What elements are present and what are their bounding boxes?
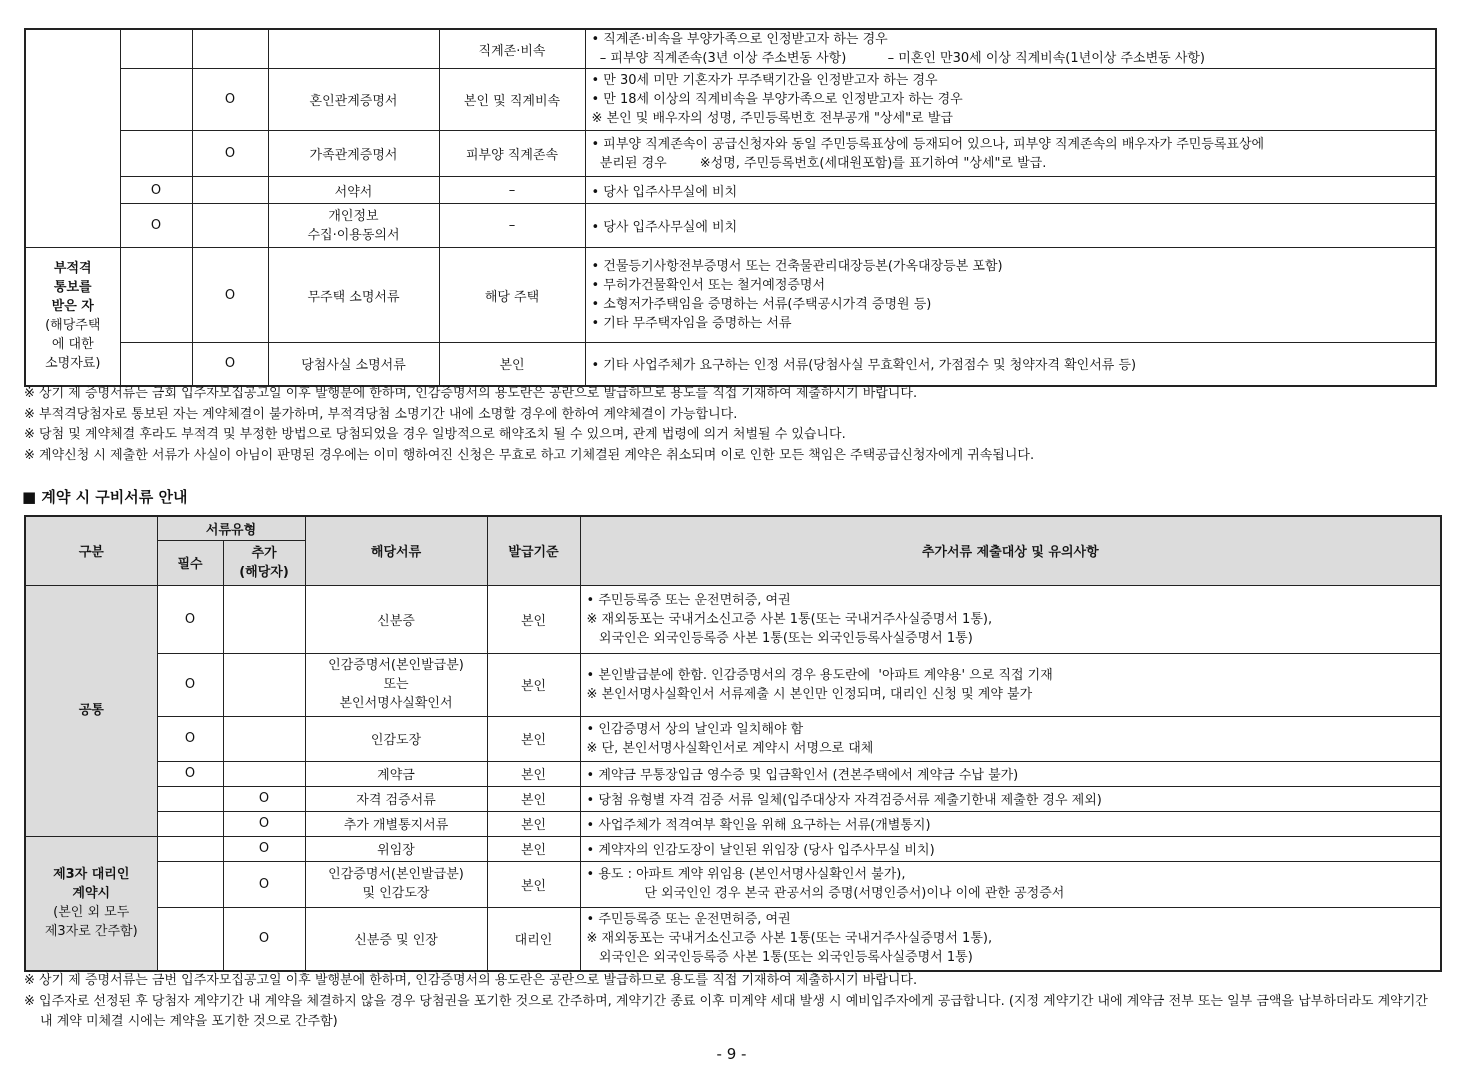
contract-documents-table: [24, 515, 1442, 972]
optional-mark: O: [192, 131, 268, 177]
note-line: ※ 재외동포는 국내거소신고증 사본 1통(또는 국내거주사실증명서 1통),: [586, 611, 993, 627]
note-line: • 기타 사업주체가 요구하는 인정 서류(당첨사실 무효확인서, 가점점수 및 청약자격 확인서류 등): [585, 343, 1436, 386]
required-mark: O: [120, 177, 192, 204]
document-name: [268, 204, 439, 248]
optional-mark: [192, 177, 268, 204]
issue-target: 직계존·비속: [439, 29, 585, 69]
notes-cell: [580, 653, 1441, 716]
group-cell-empty: [25, 29, 120, 248]
notes-cell: [580, 861, 1441, 907]
note-line: • 무허가건물확인서 또는 철거예정증명서: [591, 278, 826, 293]
group-proxy: [25, 836, 157, 971]
required-mark: [157, 836, 223, 861]
doc-line: 또는: [383, 677, 409, 692]
issue-basis: 대리인: [487, 907, 580, 971]
document-name: 추가 개별통지서류: [305, 811, 487, 836]
note-line: ※ 본인서명사실확인서 서류제출 시 본인만 인정되며, 대리인 신청 및 계약 불가: [586, 686, 1033, 702]
doc-line: 본인서명사실확인서: [339, 696, 453, 711]
note-line: • 용도 : 아파트 계약 위임용 (본인서명사실확인서 불가),: [586, 867, 906, 882]
notes-cell: [580, 585, 1441, 653]
table-row: [25, 761, 1441, 786]
group-sublabel: (해당주택: [45, 318, 101, 334]
doc-line: 인감증명서(본인발급분): [328, 867, 464, 882]
section-title: ■ 계약 시 구비서류 안내: [22, 488, 188, 506]
document-name: 당첨사실 소명서류: [268, 343, 439, 386]
issue-basis: 본인: [487, 811, 580, 836]
group-label: 받은 자: [51, 299, 94, 315]
issue-basis: 본인: [487, 836, 580, 861]
note-line: • 계약자의 인감도장이 날인된 위임장 (당사 입주사무실 비치): [580, 836, 1441, 861]
required-mark: [157, 861, 223, 907]
document-name: 자격 검증서류: [305, 786, 487, 811]
table-row: [25, 29, 1436, 69]
issue-basis: 본인: [487, 761, 580, 786]
optional-mark: O: [223, 811, 305, 836]
document-name: 가족관계증명서: [268, 131, 439, 177]
issue-basis: 본인: [487, 861, 580, 907]
note-line: 외국인은 외국인등록증 사본 1통(또는 외국인등록사실증명서 1통): [586, 630, 973, 646]
required-mark: O: [157, 761, 223, 786]
note-line: • 인감증명서 상의 날인과 일치해야 함: [586, 721, 804, 737]
optional-mark: O: [192, 343, 268, 386]
table-row: [25, 248, 1436, 343]
note-line: ※ 본인 및 배우자의 성명, 주민등록번호 전부공개 "상세"로 발급: [591, 111, 953, 126]
group-sublabel: (본인 외 모두: [53, 905, 130, 921]
document-name: 혼인관계증명서: [268, 69, 439, 131]
header-category: 구분: [25, 516, 157, 585]
note-line: 단 외국인인 경우 본국 관공서의 증명(서명인증서)이나 이에 관한 공정증서: [586, 886, 1065, 901]
required-mark: O: [157, 585, 223, 653]
group-disqualified: [25, 248, 120, 386]
optional-mark: O: [223, 836, 305, 861]
note-line: 외국인은 외국인등록증 사본 1통(또는 외국인등록사실증명서 1통): [586, 950, 973, 966]
group-label: 부적격: [53, 261, 92, 277]
group-label: 통보를: [53, 280, 92, 296]
document-name: [305, 653, 487, 716]
header-notes: 추가서류 제출대상 및 유의사항: [580, 516, 1441, 585]
optional-mark: O: [192, 69, 268, 131]
header-line: (해당자): [239, 564, 289, 580]
required-mark: [120, 343, 192, 386]
group-sublabel: 제3자로 간주함): [44, 924, 138, 940]
header-optional: [223, 540, 305, 585]
issue-target: –: [439, 204, 585, 248]
note-line: • 기타 무주택자임을 증명하는 서류: [591, 316, 792, 331]
notes-list-2: [24, 971, 1442, 1033]
required-mark: O: [157, 653, 223, 716]
document-name: [268, 29, 439, 69]
optional-mark: [223, 653, 305, 716]
optional-mark: O: [223, 861, 305, 907]
table-row: [25, 343, 1436, 386]
table-row: [25, 907, 1441, 971]
document-name: 계약금: [305, 761, 487, 786]
required-mark: O: [120, 204, 192, 248]
disqualification-documents-table: [24, 28, 1437, 387]
note-item: ※ 당첨 및 계약체결 후라도 부적격 및 부정한 방법으로 당첨되었을 경우 일방적으로 해약조치 될 수 있으며, 관계 법령에 의거 처벌될 수 있습니다.: [24, 427, 846, 442]
note-line: • 소형저가주택임을 증명하는 서류(주택공시가격 증명원 등): [591, 297, 932, 312]
required-mark: [120, 69, 192, 131]
note-line: • 사업주체가 적격여부 확인을 위해 요구하는 서류(개별통지): [580, 811, 1441, 836]
notes-cell: [585, 29, 1436, 69]
required-mark: [120, 248, 192, 343]
document-name: [305, 861, 487, 907]
doc-line: 인감증명서(본인발급분): [328, 658, 464, 673]
note-line: ※ 단, 본인서명사실확인서로 계약시 서명으로 대체: [586, 740, 874, 756]
optional-mark: [192, 29, 268, 69]
note-item: ※ 계약신청 시 제출한 서류가 사실이 아님이 판명된 경우에는 이미 행하여진 신청은 무효로 하고 기체결된 계약은 취소되며 이로 인한 모든 책임은 주택공급신청자에게 귀속됩니다.: [24, 447, 1035, 463]
table-row: [25, 653, 1441, 716]
note-line: • 건물등기사항전부증명서 또는 건축물관리대장등본(가옥대장등본 포함): [591, 259, 1003, 274]
doc-line: 개인정보: [328, 208, 379, 224]
notes-cell: [585, 131, 1436, 177]
note-item: ※ 부적격당첨자로 통보된 자는 계약체결이 불가하며, 부적격당첨 소명기간 내에 소명할 경우에 한하여 계약체결이 가능합니다.: [24, 406, 738, 422]
note-item: ※ 상기 제 증명서류는 금번 입주자모집공고일 이후 발행분에 한하며, 인감증명서의 용도란은 공란으로 발급하므로 용도를 직접 기재하여 제출하시기 바랍니다.: [24, 973, 918, 988]
optional-mark: [223, 761, 305, 786]
note-line: • 주민등록증 또는 운전면허증, 여권: [586, 912, 791, 928]
note-line: • 피부양 직계존속이 공급신청자와 동일 주민등록표상에 등재되어 있으나, 피부양 직계존속의 배우자가 주민등록표상에: [591, 136, 1265, 152]
note-line: – 피부양 직계존속(3년 이상 주소변동 사항) – 미혼인 만30세 이상 직계비속(1년이상 주소변동 사항): [591, 51, 1206, 66]
optional-mark: [223, 716, 305, 761]
optional-mark: [192, 204, 268, 248]
issue-target: 본인 및 직계비속: [439, 69, 585, 131]
note-line: • 직계존·비속을 부양가족으로 인정받고자 하는 경우: [591, 32, 888, 47]
document-name: 인감도장: [305, 716, 487, 761]
table-row: [25, 716, 1441, 761]
header-doc-type: 서류유형: [157, 516, 305, 540]
group-label: 계약시: [72, 886, 111, 902]
table-row: [25, 585, 1441, 653]
doc-line: 및 인감도장: [362, 886, 430, 901]
header-document: 해당서류: [305, 516, 487, 585]
note-line: 분리된 경우 ※성명, 주민등록번호(세대원포함)를 표기하여 "상세"로 발급.: [591, 155, 1047, 171]
optional-mark: O: [192, 248, 268, 343]
document-name: 신분증 및 인장: [305, 907, 487, 971]
note-line: • 계약금 무통장입금 영수증 및 입금확인서 (견본주택에서 계약금 수납 불가): [580, 761, 1441, 786]
required-mark: [120, 131, 192, 177]
table-row: [25, 786, 1441, 811]
note-line: ※ 재외동포는 국내거소신고증 사본 1통(또는 국내거주사실증명서 1통),: [586, 931, 993, 947]
notes-cell: [585, 69, 1436, 131]
document-name: 위임장: [305, 836, 487, 861]
note-item: ※ 상기 제 증명서류는 금회 입주자모집공고일 이후 발행분에 한하며, 인감증명서의 용도란은 공란으로 발급하므로 용도를 직접 기재하여 제출하시기 바랍니다.: [24, 386, 918, 401]
note-line: • 만 18세 이상의 직계비속을 부양가족으로 인정받고자 하는 경우: [591, 92, 963, 107]
doc-line: 수집·이용동의서: [307, 227, 400, 243]
group-label: 제3자 대리인: [53, 867, 130, 883]
note-line: • 본인발급분에 한함. 인감증명서의 경우 용도란에 '아파트 계약용' 으로 직접 기재: [586, 667, 1053, 683]
notes-cell: [580, 716, 1441, 761]
page-number: - 9 -: [716, 1045, 747, 1063]
required-mark: [157, 907, 223, 971]
table-row: [25, 836, 1441, 861]
issue-basis: 본인: [487, 653, 580, 716]
table-row: [25, 861, 1441, 907]
optional-mark: O: [223, 786, 305, 811]
issue-target: 해당 주택: [439, 248, 585, 343]
table-row: [25, 177, 1436, 204]
required-mark: [157, 786, 223, 811]
document-name: 신분증: [305, 585, 487, 653]
document-name: 서약서: [268, 177, 439, 204]
notes-cell: [585, 248, 1436, 343]
notes-cell: [580, 907, 1441, 971]
note-line: • 당사 입주사무실에 비치: [585, 177, 1436, 204]
header-issue-basis: 발급기준: [487, 516, 580, 585]
table-row: [25, 131, 1436, 177]
notes-list-1: [24, 384, 1034, 466]
note-line: • 당사 입주사무실에 비치: [585, 204, 1436, 248]
optional-mark: O: [223, 907, 305, 971]
group-common: 공통: [25, 585, 157, 836]
required-mark: [157, 811, 223, 836]
document-name: 무주택 소명서류: [268, 248, 439, 343]
note-item: ※ 입주자로 선정된 후 당첨자 계약기간 내 계약을 체결하지 않을 경우 당첨권을 포기한 것으로 간주하며, 계약기간 종료 이후 미계약 세대 발생 시 예비입주자에게 공급합니다. (지정 계약기간 내에 계약금 전부 또는 일부 금액을 납부하더라도 계약기간 내 계약 미체결 시에는 계약을 포기한 것으로 간주함): [24, 993, 1428, 1029]
table-row: [25, 811, 1441, 836]
group-sublabel: 소명자료): [45, 356, 101, 372]
group-sublabel: 에 대한: [51, 337, 94, 353]
required-mark: O: [157, 716, 223, 761]
table-row: [25, 204, 1436, 248]
header-line: 추가: [251, 545, 277, 561]
issue-basis: 본인: [487, 716, 580, 761]
note-line: • 만 30세 미만 기혼자가 무주택기간을 인정받고자 하는 경우: [591, 73, 938, 88]
issue-target: –: [439, 177, 585, 204]
issue-basis: 본인: [487, 786, 580, 811]
note-line: • 당첨 유형별 자격 검증 서류 일체(입주대상자 자격검증서류 제출기한내 제출한 경우 제외): [580, 786, 1441, 811]
issue-target: 본인: [439, 343, 585, 386]
issue-target: 피부양 직계존속: [439, 131, 585, 177]
table-row: [25, 69, 1436, 131]
optional-mark: [223, 585, 305, 653]
header-required: 필수: [157, 540, 223, 585]
note-line: • 주민등록증 또는 운전면허증, 여권: [586, 592, 791, 608]
issue-basis: 본인: [487, 585, 580, 653]
